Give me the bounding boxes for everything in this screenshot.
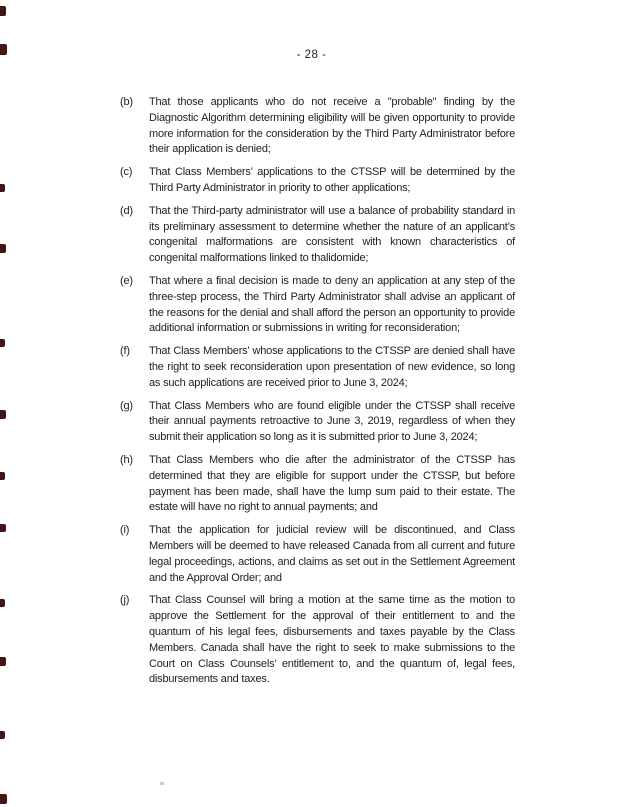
scan-edge-mark bbox=[0, 524, 6, 532]
paragraph-label: (i) bbox=[120, 524, 130, 537]
scan-edge-mark bbox=[0, 339, 5, 347]
paragraph-label: (e) bbox=[120, 274, 133, 287]
paragraph-text: That the application for judicial review will be discontinued, and Class Members will be deemed to have released Canada from all current and future legal proceedings, actions, and claims as set out in the Settlement Agreement and the Approval Order; and bbox=[149, 524, 515, 584]
scan-edge-mark bbox=[0, 472, 5, 480]
paragraph-i bbox=[120, 523, 516, 586]
paragraph-label: (c) bbox=[120, 166, 133, 179]
scan-edge-mark bbox=[0, 794, 7, 804]
paragraph-g bbox=[120, 399, 516, 446]
paragraph-label: (b) bbox=[120, 96, 133, 108]
paragraph-text: That Class Members who die after the administrator of the CTSSP has determined that they are eligible for support under the CTSSP, but before payment has been made, shall have the lump sum paid to their estate. The estate will have no right to annual payments; and bbox=[149, 453, 515, 514]
page-number: - 28 - bbox=[296, 49, 327, 61]
document-body bbox=[120, 95, 516, 695]
scan-edge-mark bbox=[0, 410, 6, 419]
paragraph-d bbox=[120, 204, 516, 267]
paragraph-b bbox=[120, 95, 516, 158]
paragraph-e bbox=[120, 274, 516, 337]
paragraph-label: (h) bbox=[120, 453, 133, 466]
paragraph-label: (j) bbox=[120, 594, 130, 607]
scan-speck bbox=[160, 782, 164, 785]
paragraph-text: That Class Members' whose applications to the CTSSP are denied shall have the right to seek reconsideration upon presentation of new evidence, so long as such applications are received prior to June 3, 2024; bbox=[149, 345, 515, 389]
paragraph-label: (g) bbox=[120, 399, 133, 412]
paragraph-f bbox=[120, 344, 516, 391]
paragraph-label: (d) bbox=[120, 204, 133, 217]
paragraph-h bbox=[120, 453, 516, 516]
scan-edge-mark bbox=[0, 657, 6, 666]
scan-edge-mark bbox=[0, 599, 5, 607]
scan-edge-mark bbox=[0, 6, 6, 16]
paragraph-j bbox=[120, 593, 516, 688]
paragraph-c bbox=[120, 165, 516, 197]
scan-edge-mark bbox=[0, 244, 6, 253]
scan-edge-mark bbox=[0, 731, 5, 739]
paragraph-text: That the Third-party administrator will use a balance of probability standard in its preliminary assessment to determine whether the nature of an applicant’s congenital malformations are consistent with known characteristics of congenital malformations linked to thalidomide; bbox=[149, 204, 515, 265]
paragraph-text: That where a final decision is made to deny an application at any step of the three-step process, the Third Party Administrator shall advise an applicant of the reasons for the denial and shall afford the person an opportunity to provide additional information or submissions in writing for reconsideration; bbox=[149, 274, 515, 335]
paragraph-label: (f) bbox=[120, 345, 130, 358]
paragraph-text: That Class Members’ applications to the CTSSP will be determined by the Third Party Administrator in priority to other applications; bbox=[149, 166, 515, 194]
scan-edge-mark bbox=[0, 44, 7, 55]
paragraph-text: That Class Members who are found eligible under the CTSSP shall receive their annual payments retroactive to June 3, 2019, regardless of when they submit their application so long as it is submitted prior to June 3, 2024; bbox=[149, 399, 515, 444]
paragraph-text: That those applicants who do not receive a "probable" finding by the Diagnostic Algorithm determining eligibility will be given opportunity to provide more information for the consideration by the Third Party Administrator before their application is denied; bbox=[149, 96, 515, 156]
scan-edge-mark bbox=[0, 184, 5, 192]
paragraph-text: That Class Counsel will bring a motion at the same time as the motion to approve the Settlement for the approval of their entitlement to and the quantum of his legal fees, disbursements and taxes payable by the Class Members. Canada shall have the right to seek to make submissions to the Court on Class Counsels’ entitlement to, and the quantum of, legal fees, disbursements and taxes. bbox=[149, 594, 515, 686]
